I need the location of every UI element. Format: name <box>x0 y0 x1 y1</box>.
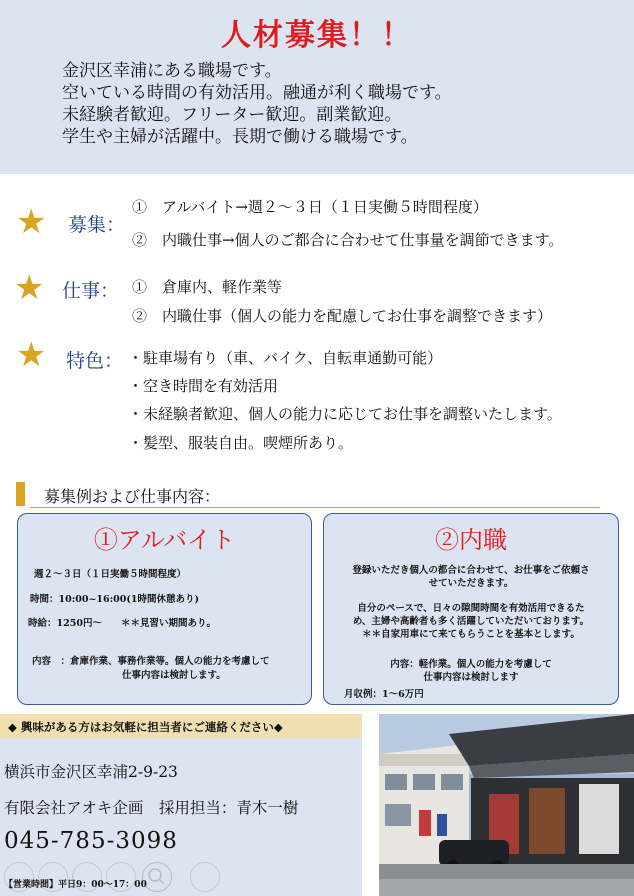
recruit-label: 募集： <box>68 214 126 236</box>
star-icon: ★ <box>16 335 47 375</box>
divider <box>30 507 600 508</box>
part-time-card <box>17 513 312 705</box>
card-text: 登録いただき個人の都合に合わせて、お仕事をご依頼さ せていただきます。 <box>352 565 590 589</box>
card-income: 月収例：1～6万円 <box>344 689 424 700</box>
recruit-item: ① アルバイト→週２～３日（１日実働５時間程度） <box>132 198 488 216</box>
card-title: ②内職 <box>435 526 507 554</box>
feature-item: ・空き時間を有効活用 <box>128 377 279 395</box>
contact-banner-text: ◆ 興味がある方はお気軽に担当者にご連絡ください◆ <box>8 720 283 734</box>
card-time: 時間：10:00~16:00(1時間休憩あり) <box>30 594 199 605</box>
card-title: ①アルバイト <box>93 526 236 554</box>
warehouse-photo <box>379 714 634 896</box>
work-item: ② 内職仕事（個人の能力を配慮してお仕事を調整できます） <box>132 307 553 325</box>
feature-item: ・駐車場有り（車、バイク、自転車通勤可能） <box>128 349 443 367</box>
home-work-card <box>323 513 619 705</box>
work-item: ① 倉庫内、軽作業等 <box>132 278 283 296</box>
examples-title: 募集例および仕事内容： <box>44 487 221 506</box>
star-icon: ★ <box>16 202 47 242</box>
recruit-item: ② 内職仕事→個人のご都合に合わせて仕事量を調節できます。 <box>132 231 564 249</box>
section-marker <box>16 482 25 506</box>
business-hours: 【営業時間】平日9：00～17：00 <box>4 880 147 890</box>
work-label: 仕事： <box>62 280 120 302</box>
card-content: 仕事内容は検討します。 <box>122 670 226 681</box>
intro-line: 金沢区幸浦にある職場です。 <box>62 61 282 81</box>
intro-line: 空いている時間の有効活用。融通が利く職場です。 <box>62 83 452 103</box>
intro-line: 未経験者歓迎。フリーター歓迎。副業歓迎。 <box>62 105 402 125</box>
header-panel <box>0 0 634 174</box>
card-wage: 時給：1250円～ ＊＊見習い期間あり。 <box>28 618 216 629</box>
phone-number[interactable]: 045-785-3098 <box>4 828 178 854</box>
feature-item: ・未経験者歓迎、個人の能力に応じてお仕事を調整いたします。 <box>128 405 562 423</box>
contact-banner <box>0 714 362 738</box>
card-text: 自分のペースで、日々の隙間時間を有効活用できるた め、主婦や高齢者も多く活躍していただいております。 ＊＊自家用車にて来てもらうことを基本とします。 <box>352 603 590 640</box>
company-contact: 有限会社アオキ企画 採用担当：青木一樹 <box>4 799 299 817</box>
page-title: 人材募集！！ <box>221 18 413 53</box>
intro-lines <box>62 60 452 148</box>
address: 横浜市金沢区幸浦2-9-23 <box>4 763 178 781</box>
features-label: 特色： <box>66 350 124 372</box>
card-content: 内容：軽作業。個人の能力を考慮して 仕事内容は検討します <box>390 659 552 683</box>
star-icon: ★ <box>14 268 45 308</box>
card-content: 内容 ：倉庫作業、事務作業等。個人の能力を考慮して <box>32 656 270 667</box>
card-days: 週２～３日（１日実働５時間程度） <box>34 569 187 580</box>
intro-line: 学生や主婦が活躍中。長期で働ける職場です。 <box>62 127 418 147</box>
feature-item: ・髪型、服装自由。喫煙所あり。 <box>128 434 354 452</box>
